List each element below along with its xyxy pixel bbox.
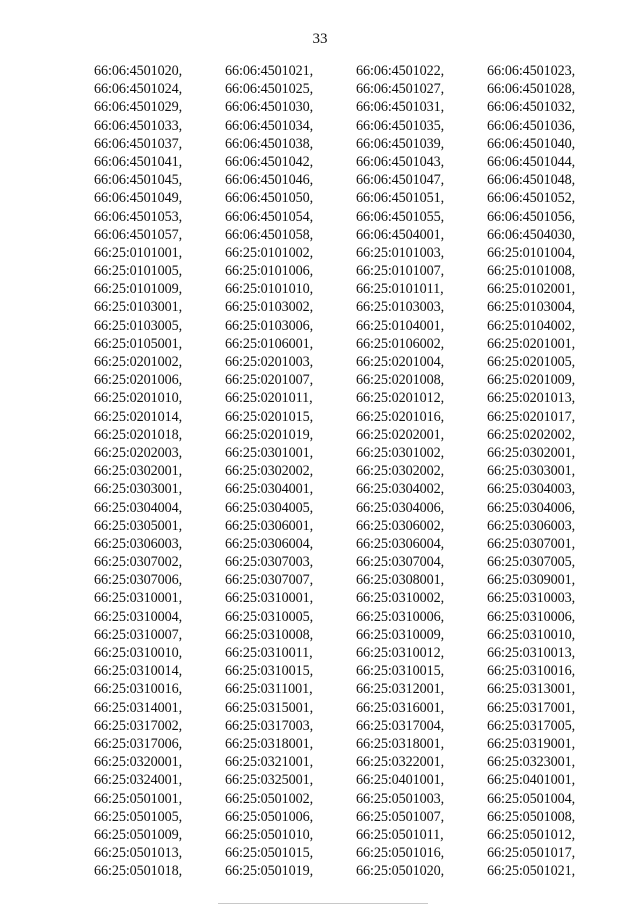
cadastral-number-cell: 66:25:0104001, (356, 317, 445, 334)
cadastral-number-cell: 66:25:0303001, (487, 463, 576, 480)
cadastral-number-cell: 66:25:0317001, (487, 699, 576, 716)
cadastral-number-cell: 66:25:0317006, (94, 735, 183, 752)
cadastral-number-cell: 66:25:0310013, (487, 645, 576, 661)
cadastral-number-cell: 66:25:0501002, (225, 790, 314, 807)
cadastral-number-cell: 66:25:0301001, (225, 444, 314, 461)
cadastral-number-cell: 66:25:0103002, (225, 299, 314, 316)
cadastral-number-cell: 66:06:4501034, (225, 117, 314, 134)
cadastral-number-cell: 66:25:0101004, (487, 244, 576, 261)
cadastral-number-cell: 66:06:4501051, (356, 190, 445, 207)
cadastral-number-cell: 66:25:0101011, (356, 281, 444, 298)
cadastral-number-cell: 66:06:4501024, (94, 81, 183, 98)
cadastral-number-cell: 66:06:4501039, (356, 135, 445, 152)
cadastral-number-cell: 66:06:4504030, (487, 226, 576, 243)
cadastral-number-cell: 66:25:0501010, (225, 826, 314, 843)
cadastral-number-cell: 66:25:0308001, (356, 572, 445, 589)
cadastral-number-cell: 66:25:0101009, (94, 281, 183, 298)
cadastral-number-cell: 66:06:4501057, (94, 226, 183, 243)
cadastral-number-cell: 66:06:4501022, (356, 63, 445, 79)
cadastral-number-cell: 66:25:0307007, (225, 572, 314, 589)
cadastral-number-cell: 66:25:0201011, (225, 390, 313, 407)
cadastral-number-cell: 66:06:4501040, (487, 135, 576, 152)
cadastral-number-cell: 66:25:0103004, (487, 299, 576, 316)
cadastral-number-cell: 66:25:0401001, (487, 772, 576, 789)
cadastral-number-cell: 66:25:0306003, (94, 535, 183, 552)
cadastral-number-cell: 66:06:4501028, (487, 81, 576, 98)
cadastral-number-cell: 66:25:0101010, (225, 281, 314, 298)
cadastral-number-cell: 66:25:0201009, (487, 372, 576, 389)
cadastral-number-cell: 66:25:0101007, (356, 263, 445, 280)
cadastral-number-cell: 66:25:0319001, (487, 735, 576, 752)
cadastral-number-cell: 66:06:4501047, (356, 172, 445, 189)
cadastral-number-cell: 66:25:0501020, (356, 863, 445, 880)
cadastral-number-cell: 66:25:0309001, (487, 572, 576, 589)
cadastral-number-cell: 66:25:0315001, (225, 699, 314, 716)
cadastral-number-cell: 66:06:4501027, (356, 81, 445, 98)
cadastral-number-cell: 66:25:0501003, (356, 790, 445, 807)
cadastral-number-cell: 66:25:0325001, (225, 772, 314, 789)
cadastral-number-cell: 66:25:0310009, (356, 626, 445, 643)
cadastral-number-cell: 66:25:0303001, (94, 481, 183, 498)
cadastral-number-cell: 66:25:0306001, (225, 517, 314, 534)
cadastral-number-cell: 66:25:0317005, (487, 717, 576, 734)
cadastral-number-cell: 66:25:0321001, (225, 754, 314, 771)
cadastral-number-cell: 66:25:0306004, (356, 535, 445, 552)
cadastral-number-cell: 66:25:0201012, (356, 390, 445, 407)
cadastral-number-cell: 66:06:4501046, (225, 172, 314, 189)
cadastral-number-cell: 66:25:0310014, (94, 663, 183, 680)
cadastral-number-cell: 66:06:4501033, (94, 117, 183, 134)
cadastral-number-cell: 66:06:4501021, (225, 63, 314, 79)
cadastral-number-cell: 66:25:0501012, (487, 826, 576, 843)
cadastral-number-cell: 66:25:0201016, (356, 408, 445, 425)
cadastral-number-cell: 66:25:0311001, (225, 681, 313, 698)
cadastral-number-cell: 66:06:4501023, (487, 63, 576, 79)
cadastral-number-cell: 66:25:0106002, (356, 335, 445, 352)
cadastral-number-cell: 66:06:4501035, (356, 117, 445, 134)
cadastral-number-cell: 66:06:4501041, (94, 153, 183, 170)
cadastral-number-cell: 66:25:0201002, (94, 354, 183, 370)
cadastral-number-cell: 66:06:4501036, (487, 117, 576, 134)
cadastral-number-cell: 66:25:0106001, (225, 335, 314, 352)
cadastral-number-cell: 66:06:4501052, (487, 190, 576, 207)
cadastral-number-cell: 66:25:0501019, (225, 863, 314, 880)
cadastral-number-cell: 66:25:0201017, (487, 408, 576, 425)
cadastral-number-cell: 66:25:0310001, (94, 590, 183, 607)
cadastral-number-cell: 66:25:0323001, (487, 754, 576, 771)
cadastral-number-cell: 66:25:0317002, (94, 717, 183, 734)
cadastral-number-cell: 66:25:0304001, (225, 481, 314, 498)
cadastral-number-cell: 66:25:0314001, (94, 699, 183, 716)
cadastral-number-cell: 66:06:4501043, (356, 153, 445, 170)
cadastral-number-cell: 66:25:0103006, (225, 317, 314, 334)
cadastral-number-cell: 66:25:0310015, (356, 663, 445, 680)
cadastral-number-cell: 66:25:0101008, (487, 263, 576, 280)
cadastral-number-cell: 66:25:0201008, (356, 372, 445, 389)
cadastral-number-cell: 66:06:4501049, (94, 190, 183, 207)
cadastral-number-cell: 66:25:0101003, (356, 244, 445, 261)
cadastral-number-cell: 66:25:0201004, (356, 354, 445, 370)
cadastral-number-cell: 66:25:0318001, (356, 735, 445, 752)
cadastral-number-cell: 66:25:0201013, (487, 390, 576, 407)
cadastral-number-cell: 66:25:0307001, (487, 535, 576, 552)
cadastral-number-cell: 66:25:0310016, (94, 681, 183, 698)
cadastral-number-cell: 66:25:0501013, (94, 845, 183, 862)
cadastral-number-cell: 66:06:4501048, (487, 172, 576, 189)
cadastral-number-list (94, 62, 618, 880)
cadastral-number-cell: 66:25:0501018, (94, 863, 183, 880)
cadastral-number-cell: 66:25:0201003, (225, 354, 314, 370)
cadastral-number-cell: 66:25:0307003, (225, 554, 314, 571)
cadastral-number-cell: 66:25:0313001, (487, 681, 576, 698)
cadastral-number-cell: 66:25:0202001, (356, 426, 445, 443)
cadastral-number-cell: 66:25:0201005, (487, 354, 576, 370)
cadastral-number-cell: 66:06:4504001, (356, 226, 445, 243)
cadastral-number-cell: 66:06:4501037, (94, 135, 183, 152)
cadastral-number-cell: 66:25:0304002, (356, 481, 445, 498)
cadastral-number-cell: 66:25:0302002, (225, 463, 314, 480)
cadastral-number-cell: 66:25:0310012, (356, 645, 445, 661)
cadastral-number-cell: 66:25:0202002, (487, 426, 576, 443)
cadastral-number-cell: 66:25:0317003, (225, 717, 314, 734)
cadastral-number-cell: 66:06:4501045, (94, 172, 183, 189)
cadastral-number-cell: 66:06:4501056, (487, 208, 576, 225)
cadastral-number-cell: 66:25:0310003, (487, 590, 576, 607)
cadastral-number-cell: 66:25:0201007, (225, 372, 314, 389)
cadastral-number-cell: 66:25:0103001, (94, 299, 183, 316)
cadastral-number-cell: 66:25:0310001, (225, 590, 314, 607)
cadastral-number-cell: 66:25:0302001, (487, 444, 576, 461)
cadastral-number-cell: 66:25:0310015, (225, 663, 314, 680)
cadastral-number-cell: 66:25:0501015, (225, 845, 314, 862)
cadastral-number-cell: 66:25:0317004, (356, 717, 445, 734)
cadastral-number-cell: 66:06:4501031, (356, 99, 445, 116)
cadastral-number-cell: 66:25:0310010, (94, 645, 183, 661)
cadastral-number-cell: 66:06:4501032, (487, 99, 576, 116)
cadastral-number-cell: 66:25:0302001, (94, 463, 183, 480)
cadastral-number-cell: 66:25:0310010, (487, 626, 576, 643)
cadastral-number-cell: 66:25:0304006, (356, 499, 445, 516)
cadastral-number-cell: 66:25:0501006, (225, 808, 314, 825)
page-number: 33 (312, 31, 328, 47)
cadastral-number-cell: 66:25:0201001, (487, 335, 576, 352)
cadastral-number-cell: 66:25:0307004, (356, 554, 445, 571)
cadastral-number-cell: 66:25:0310008, (225, 626, 314, 643)
cadastral-number-cell: 66:25:0501021, (487, 863, 576, 880)
cadastral-number-cell: 66:25:0501017, (487, 845, 576, 862)
cadastral-number-cell: 66:06:4501044, (487, 153, 576, 170)
cadastral-number-cell: 66:25:0304003, (487, 481, 576, 498)
cadastral-number-cell: 66:25:0102001, (487, 281, 576, 298)
cadastral-number-cell: 66:06:4501025, (225, 81, 314, 98)
cadastral-number-cell: 66:25:0307002, (94, 554, 183, 571)
cadastral-number-cell: 66:06:4501020, (94, 63, 183, 79)
cadastral-number-cell: 66:25:0310016, (487, 663, 576, 680)
cadastral-number-cell: 66:25:0310004, (94, 608, 183, 625)
cadastral-number-cell: 66:25:0501011, (356, 826, 444, 843)
cadastral-number-cell: 66:25:0501001, (94, 790, 183, 807)
cadastral-number-cell: 66:25:0306004, (225, 535, 314, 552)
cadastral-number-cell: 66:25:0201014, (94, 408, 183, 425)
cadastral-number-cell: 66:25:0501016, (356, 845, 445, 862)
cadastral-number-cell: 66:25:0316001, (356, 699, 445, 716)
cadastral-number-cell: 66:25:0307005, (487, 554, 576, 571)
cadastral-number-cell: 66:25:0201018, (94, 426, 183, 443)
cadastral-number-cell: 66:25:0501005, (94, 808, 183, 825)
cadastral-number-cell: 66:06:4501038, (225, 135, 314, 152)
cadastral-number-cell: 66:25:0318001, (225, 735, 314, 752)
cadastral-number-cell: 66:25:0322001, (356, 754, 445, 771)
cadastral-number-cell: 66:06:4501029, (94, 99, 183, 116)
cadastral-number-cell: 66:25:0501009, (94, 826, 183, 843)
cadastral-number-cell: 66:25:0310005, (225, 608, 314, 625)
cadastral-number-cell: 66:25:0101002, (225, 244, 314, 261)
cadastral-number-cell: 66:25:0201019, (225, 426, 314, 443)
cadastral-number-cell: 66:25:0501007, (356, 808, 445, 825)
cadastral-number-cell: 66:06:4501030, (225, 99, 314, 116)
cadastral-number-cell: 66:25:0305001, (94, 517, 183, 534)
cadastral-number-cell: 66:06:4501055, (356, 208, 445, 225)
cadastral-number-cell: 66:25:0320001, (94, 754, 183, 771)
cadastral-number-cell: 66:25:0307006, (94, 572, 183, 589)
cadastral-number-cell: 66:25:0104002, (487, 317, 576, 334)
cadastral-number-cell: 66:25:0103005, (94, 317, 183, 334)
cadastral-number-cell: 66:25:0202003, (94, 444, 183, 461)
cadastral-number-cell: 66:25:0103003, (356, 299, 445, 316)
cadastral-number-cell: 66:06:4501053, (94, 208, 183, 225)
cadastral-number-cell: 66:25:0302002, (356, 463, 445, 480)
cadastral-number-cell: 66:25:0324001, (94, 772, 183, 789)
cadastral-number-cell: 66:25:0501004, (487, 790, 576, 807)
cadastral-number-cell: 66:06:4501042, (225, 153, 314, 170)
cadastral-number-cell: 66:25:0101006, (225, 263, 314, 280)
cadastral-number-cell: 66:25:0306002, (356, 517, 445, 534)
bottom-divider (218, 903, 428, 904)
cadastral-number-cell: 66:25:0310011, (225, 645, 313, 661)
cadastral-number-cell: 66:25:0304005, (225, 499, 314, 516)
cadastral-number-cell: 66:25:0301002, (356, 444, 445, 461)
cadastral-number-cell: 66:25:0304006, (487, 499, 576, 516)
cadastral-number-cell: 66:25:0310002, (356, 590, 445, 607)
cadastral-number-cell: 66:25:0101001, (94, 244, 183, 261)
cadastral-number-cell: 66:06:4501054, (225, 208, 314, 225)
cadastral-number-cell: 66:25:0101005, (94, 263, 183, 280)
cadastral-number-cell: 66:25:0401001, (356, 772, 445, 789)
cadastral-number-cell: 66:25:0310006, (487, 608, 576, 625)
cadastral-number-cell: 66:25:0310006, (356, 608, 445, 625)
cadastral-number-cell: 66:06:4501050, (225, 190, 314, 207)
cadastral-number-cell: 66:06:4501058, (225, 226, 314, 243)
cadastral-number-cell: 66:25:0201015, (225, 408, 314, 425)
cadastral-number-cell: 66:25:0304004, (94, 499, 183, 516)
cadastral-number-cell: 66:25:0201010, (94, 390, 183, 407)
cadastral-number-cell: 66:25:0201006, (94, 372, 183, 389)
cadastral-number-cell: 66:25:0501008, (487, 808, 576, 825)
cadastral-number-cell: 66:25:0306003, (487, 517, 576, 534)
cadastral-number-cell: 66:25:0310007, (94, 626, 183, 643)
cadastral-number-cell: 66:25:0105001, (94, 335, 183, 352)
cadastral-number-cell: 66:25:0312001, (356, 681, 445, 698)
